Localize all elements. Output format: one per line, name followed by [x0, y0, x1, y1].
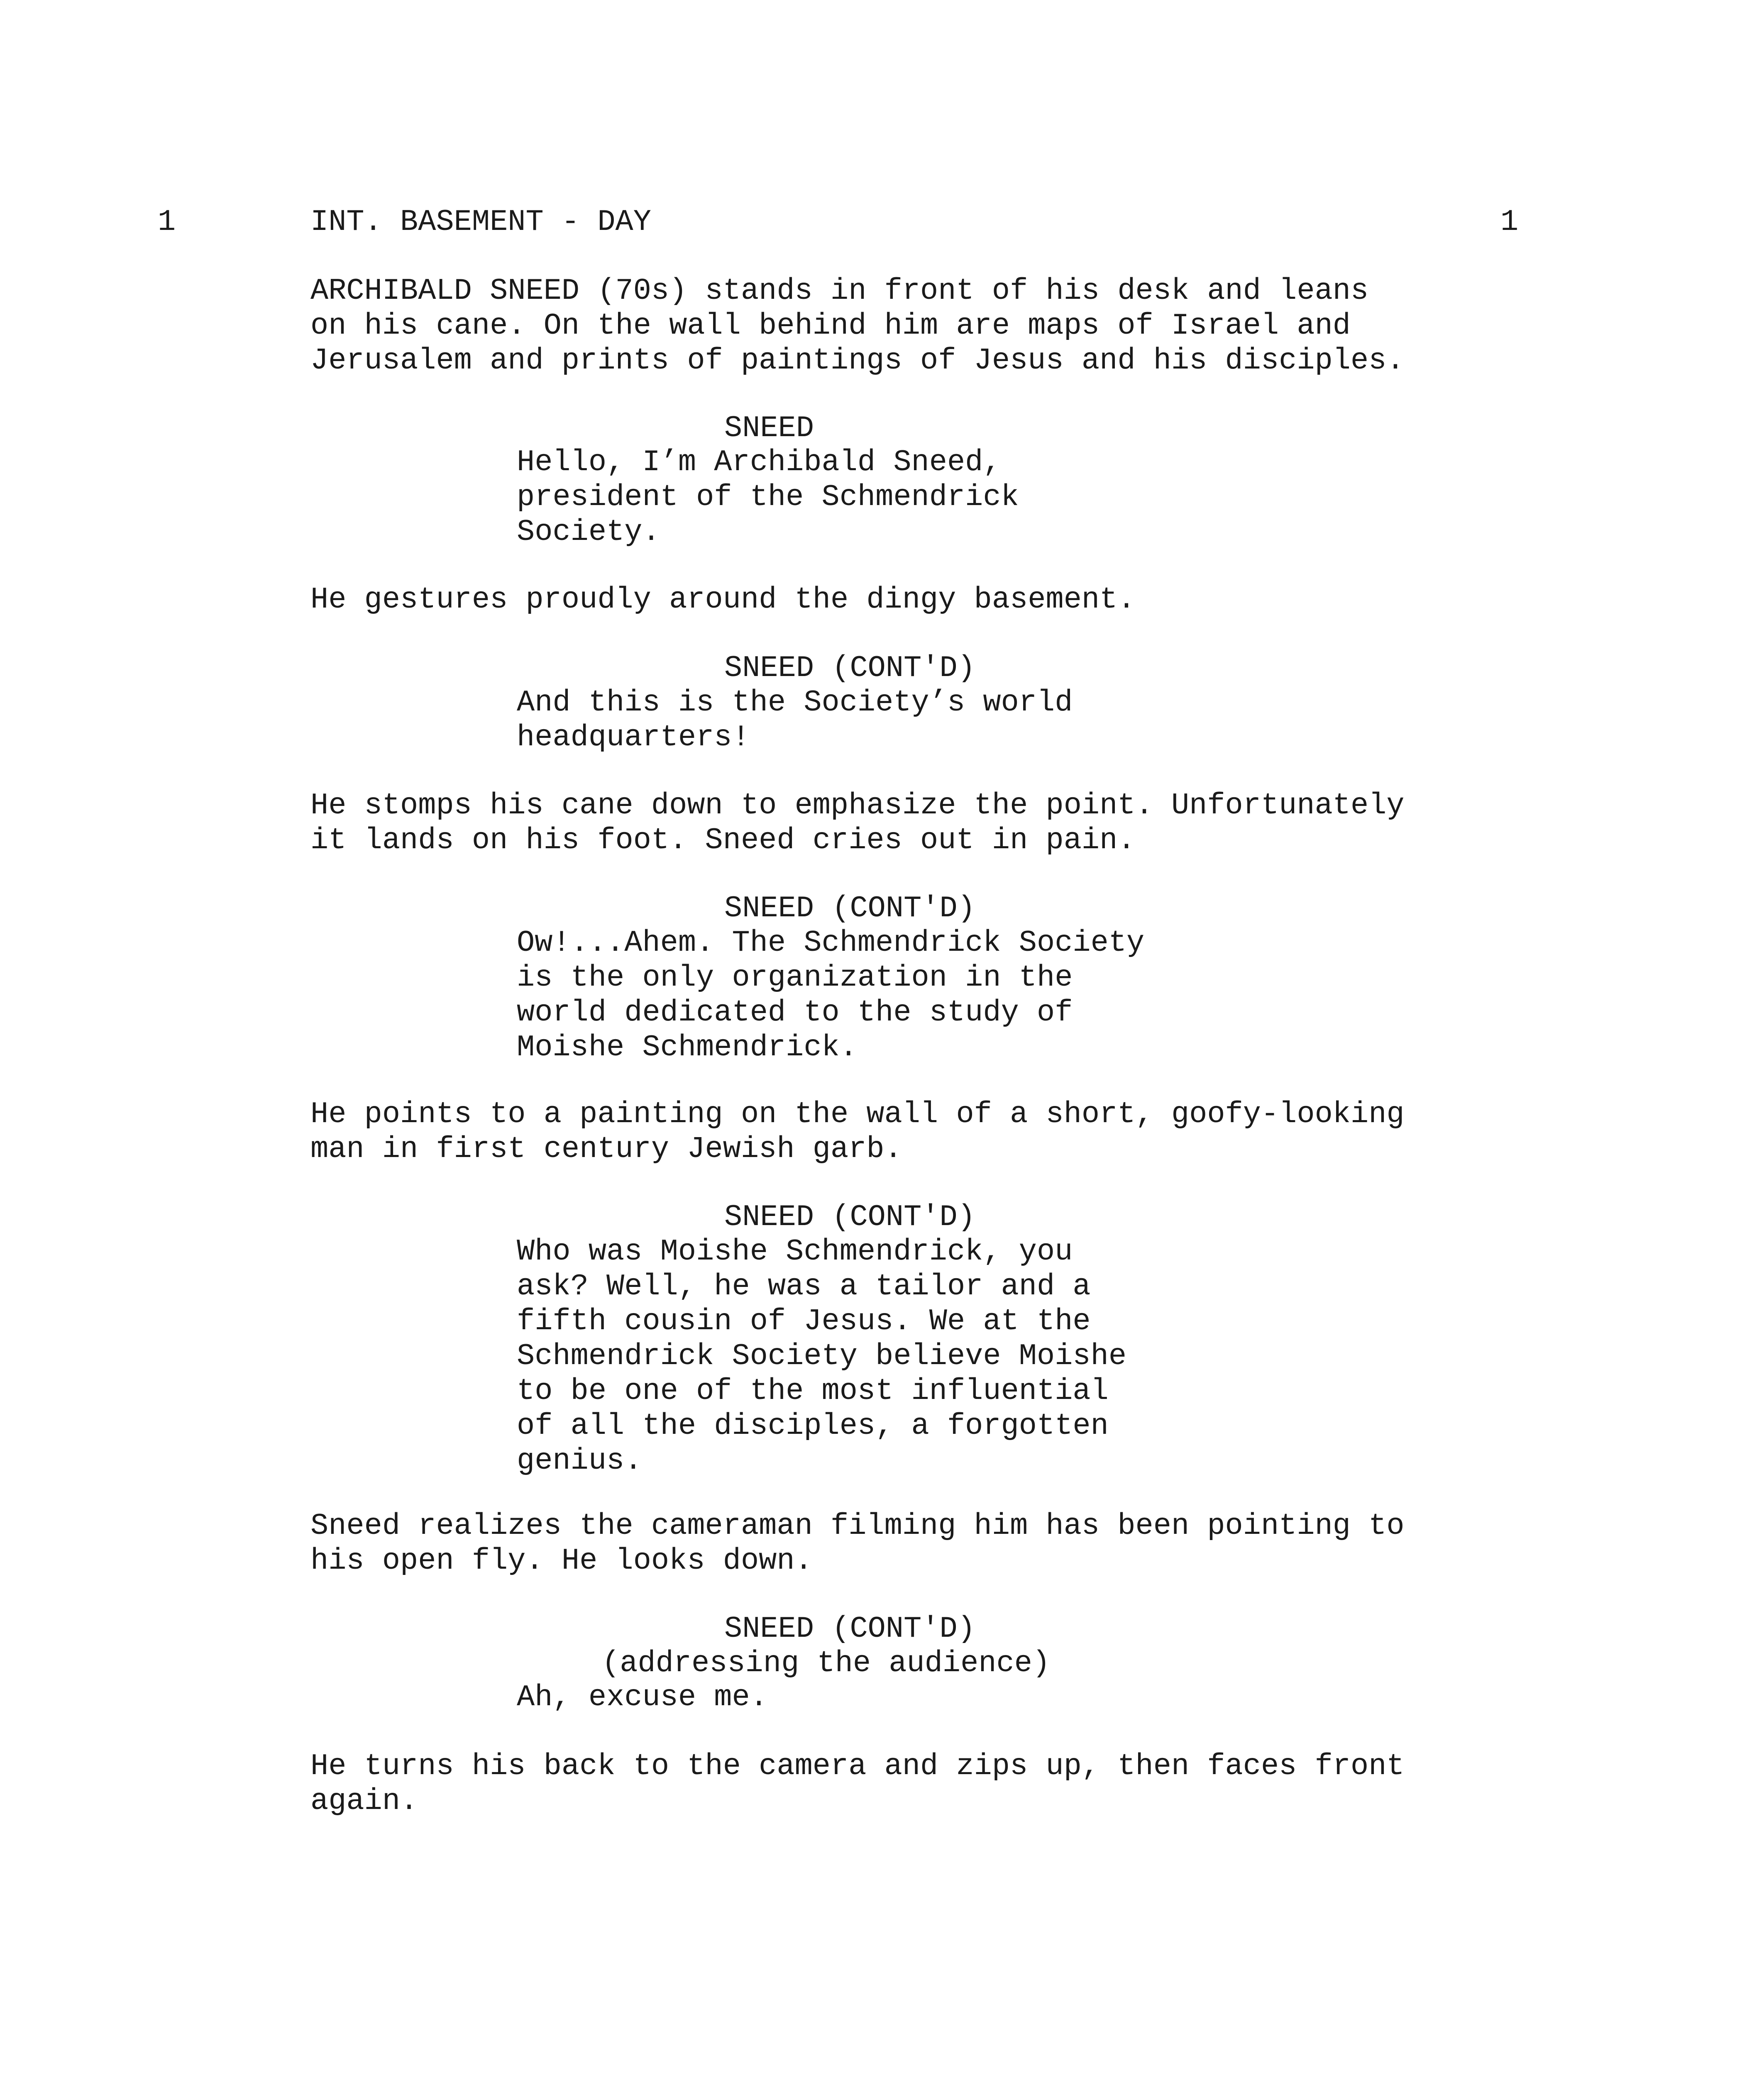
character-name: SNEED (CONT'D) [724, 1612, 975, 1646]
action-line: Sneed realizes the cameraman filming him has been pointing to his open fly. He looks down. [310, 1509, 1405, 1578]
dialogue: Ah, excuse me. [517, 1680, 768, 1714]
dialogue: And this is the Society’s world headquarters! [517, 686, 1073, 754]
action-line: ARCHIBALD SNEED (70s) stands in front of his desk and leans on his cane. On the wall behind him are maps of Israel and Jerusalem and prints of paintings of Jesus and his disciples. [310, 274, 1405, 378]
parenthetical: (addressing the audience) [602, 1646, 1051, 1680]
character-name: SNEED (CONT'D) [724, 1200, 975, 1234]
scene-number-left: 1 [158, 205, 176, 239]
dialogue: Who was Moishe Schmendrick, you ask? Well, he was a tailor and a fifth cousin of Jesus. We at the Schmendrick Society believe Moishe to be one of the most influential of all the disciples, a forgotten genius. [517, 1235, 1127, 1478]
character-name: SNEED (CONT'D) [724, 891, 975, 925]
scene-heading [0, 205, 1764, 239]
dialogue: Ow!...Ahem. The Schmendrick Society is the only organization in the world dedicated to the study of Moishe Schmendrick. [517, 926, 1145, 1064]
scene-heading-text: INT. BASEMENT - DAY [310, 205, 651, 239]
character-name: SNEED (CONT'D) [724, 651, 975, 685]
action-line: He gestures proudly around the dingy basement. [310, 583, 1136, 617]
scene-number-right: 1 [1500, 205, 1519, 239]
action-line: He turns his back to the camera and zips up, then faces front again. [310, 1749, 1405, 1818]
action-line: He stomps his cane down to emphasize the point. Unfortunately it lands on his foot. Sneed cries out in pain. [310, 788, 1405, 857]
action-line: He points to a painting on the wall of a short, goofy-looking man in first century Jewish garb. [310, 1097, 1405, 1166]
character-name: SNEED [724, 411, 814, 445]
dialogue: Hello, I’m Archibald Sneed, president of the Schmendrick Society. [517, 445, 1019, 549]
